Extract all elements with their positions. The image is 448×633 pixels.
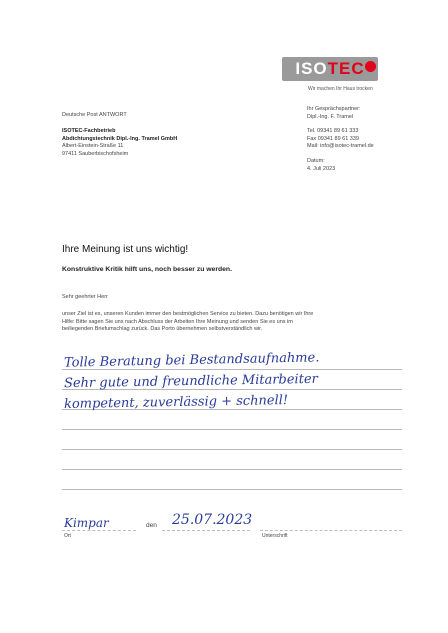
writing-line bbox=[62, 429, 402, 430]
writing-line bbox=[62, 489, 402, 490]
contact-fax: Fax 09341 89 61 339 bbox=[307, 135, 359, 142]
handwritten-comment-line-2: Sehr gute und freundliche Mitarbeiter bbox=[63, 371, 318, 392]
contact-block bbox=[307, 106, 374, 173]
body-line-3: beiliegenden Briefumschlag zurück. Das Porto übernehmen selbstverständlich wir. bbox=[62, 326, 263, 333]
handwritten-comment-line-1: Tolle Beratung bei Bestandsaufnahme. bbox=[63, 350, 320, 371]
page-subtitle: Konstruktive Kritik hilft uns, noch besser zu werden. bbox=[62, 266, 232, 273]
body-text bbox=[62, 311, 414, 334]
page-title: Ihre Meinung ist uns wichtig! bbox=[62, 244, 189, 255]
signature-line bbox=[260, 530, 402, 531]
handwritten-comment-line-3: kompetent, zuverlässig + schnell! bbox=[63, 393, 289, 412]
logo-dot-icon bbox=[365, 61, 376, 72]
recipient-line-4: 97411 Sauberbischofsheim bbox=[62, 150, 129, 157]
logo-iso: ISO bbox=[295, 59, 328, 78]
writing-line bbox=[62, 469, 402, 470]
recipient-line-2: Abdichtungstechnik Dipl.-Ing. Tramel GmbH bbox=[62, 135, 178, 142]
recipient-line-3: Albert-Einstein-Straße 11 bbox=[62, 143, 124, 150]
contact-mail: Mail: info@isotec-tramel.de bbox=[307, 143, 374, 150]
writing-line bbox=[62, 449, 402, 450]
handwritten-date: 25.07.2023 bbox=[172, 512, 253, 528]
contact-line-2: Dipl.-Ing. F. Tramel bbox=[307, 113, 354, 120]
body-line-2: Hilfe: Bitte sagen Sie uns nach Abschluss der Arbeiten Ihre Meinung und senden Sie es uns im bbox=[62, 318, 293, 325]
date-value: 4. Juli 2023 bbox=[307, 165, 336, 172]
recipient-line-1: ISOTEC-Fachbetrieb bbox=[62, 128, 116, 134]
handwritten-place: Kimpar bbox=[64, 516, 109, 530]
contact-line-1: Ihr Gesprächspartner: bbox=[307, 106, 361, 112]
isotec-logo bbox=[282, 57, 378, 81]
contact-phone: Tel. 09341 89 61 333 bbox=[307, 128, 359, 135]
den-label: den bbox=[146, 522, 157, 529]
body-line-1: unser Ziel ist es, unseren Kunden immer den bestmöglichen Service zu bieten. Dazu benötigen wir Ihre bbox=[62, 311, 314, 317]
signature-caption: Unterschrift bbox=[262, 533, 288, 539]
logo-tec: TEC bbox=[327, 59, 365, 78]
date-label: Datum: bbox=[307, 157, 325, 164]
logo-tagline: Wir machen Ihr Haus trocken bbox=[308, 86, 373, 92]
salutation: Sehr geehrter Herr bbox=[62, 294, 108, 300]
place-caption: Ort bbox=[64, 533, 71, 539]
place-line bbox=[62, 530, 136, 531]
recipient-address bbox=[62, 128, 177, 158]
sender-line: Deutsche Post ANTWORT bbox=[62, 112, 127, 118]
date-line bbox=[162, 530, 250, 531]
